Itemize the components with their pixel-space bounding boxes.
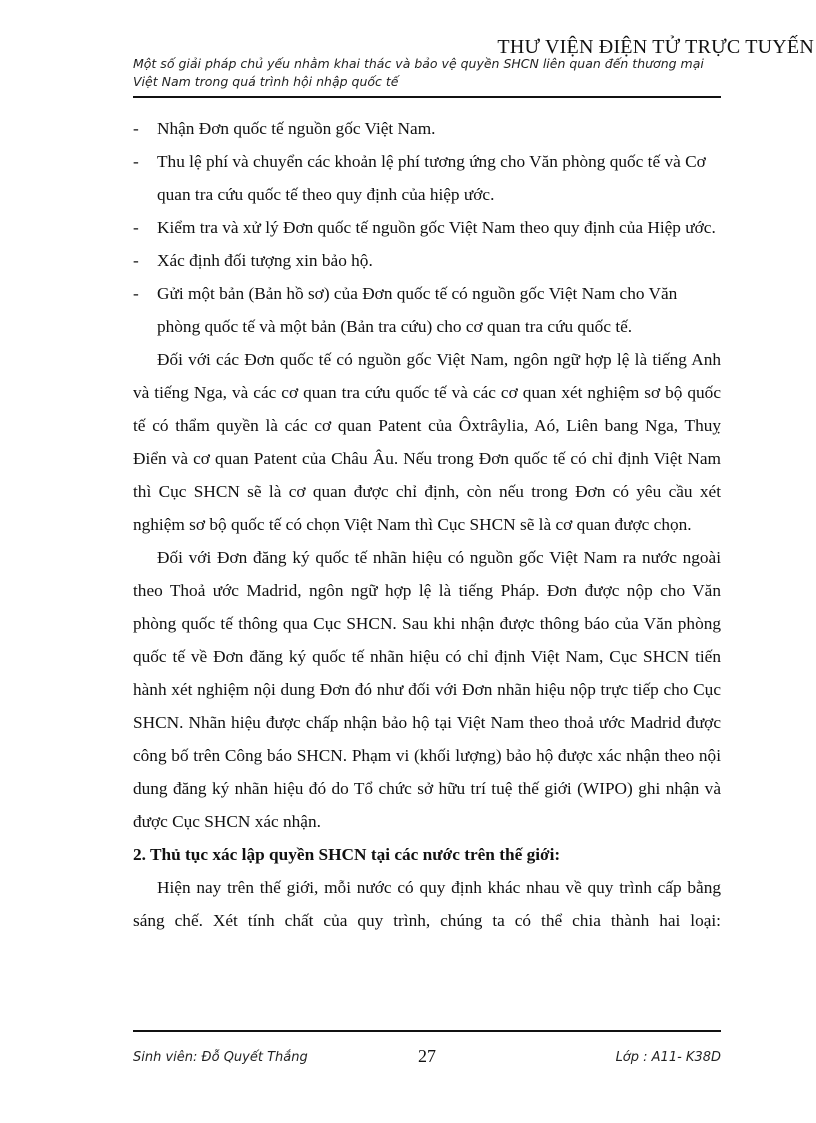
running-header-line-2: Việt Nam trong quá trình hội nhập quốc tế	[133, 74, 399, 89]
bullet-text: Thu lệ phí và chuyển các khoản lệ phí tương ứng cho Văn phòng quốc tế và Cơ quan tra cứu quốc tế theo quy định của hiệp ước.	[157, 152, 706, 204]
library-brand: THƯ VIỆN ĐIỆN TỬ TRỰC TUYẾN	[497, 36, 814, 58]
header-divider	[133, 96, 721, 98]
bullet-item: - Thu lệ phí và chuyển các khoản lệ phí tương ứng cho Văn phòng quốc tế và Cơ quan tra cứu quốc tế theo quy định của hiệp ước.	[133, 152, 706, 204]
footer-divider	[133, 1030, 721, 1032]
student-name: Sinh viên: Đỗ Quyết Thắng	[133, 1050, 308, 1065]
running-header	[133, 55, 733, 91]
paragraph: Đối với các Đơn quốc tế có nguồn gốc Việt Nam, ngôn ngữ hợp lệ là tiếng Anh và tiếng Nga, và các cơ quan tra cứu quốc tế và các cơ quan xét nghiệm sơ bộ quốc tế có thẩm quyền là các cơ quan Patent của Ôxtrâylia, Aó, Liên bang Nga, Thuỵ Điển và cơ quan Patent của Châu Âu. Nếu trong Đơn quốc tế có chỉ định Việt Nam thì Cục SHCN sẽ là cơ quan được chỉ định, còn nếu trong Đơn có yêu cầu xét nghiệm sơ bộ quốc tế có chọn Việt Nam thì Cục SHCN sẽ là cơ quan được chọn.	[133, 350, 721, 534]
document-body	[133, 112, 721, 937]
paragraph: Đối với Đơn đăng ký quốc tế nhãn hiệu có nguồn gốc Việt Nam ra nước ngoài theo Thoả ước Madrid, ngôn ngữ hợp lệ là tiếng Pháp. Đơn được nộp cho Văn phòng quốc tế thông qua Cục SHCN. Sau khi nhận được thông báo của Văn phòng quốc tế về Đơn đăng ký quốc tế nhãn hiệu có chỉ định Việt Nam, Cục SHCN tiến hành xét nghiệm nội dung Đơn đó như đối với Đơn nhãn hiệu nộp trực tiếp cho Cục SHCN. Nhãn hiệu được chấp nhận bảo hộ tại Việt Nam theo thoả ước Madrid được công bố trên Công báo SHCN. Phạm vi (khối lượng) bảo hộ được xác nhận theo nội dung đăng ký nhãn hiệu đó do Tổ chức sở hữu trí tuệ thế giới (WIPO) ghi nhận và được Cục SHCN xác nhận.	[133, 548, 721, 831]
paragraph: Hiện nay trên thế giới, mỗi nước có quy định khác nhau về quy trình cấp bằng sáng chế. Xét tính chất của quy trình, chúng ta có thể chia thành hai loại:	[133, 878, 721, 930]
bullet-text: Kiểm tra và xử lý Đơn quốc tế nguồn gốc Việt Nam theo quy định của Hiệp ước.	[157, 218, 716, 237]
bullet-item: - Gửi một bản (Bản hồ sơ) của Đơn quốc tế có nguồn gốc Việt Nam cho Văn phòng quốc tế và một bản (Bản tra cứu) cho cơ quan tra cứu quốc tế.	[133, 284, 678, 336]
section-heading: 2. Thủ tục xác lập quyền SHCN tại các nước trên thế giới:	[133, 845, 561, 864]
bullet-item: - Kiểm tra và xử lý Đơn quốc tế nguồn gốc Việt Nam theo quy định của Hiệp ước.	[133, 218, 716, 237]
bullet-item: - Nhận Đơn quốc tế nguồn gốc Việt Nam.	[133, 119, 436, 138]
bullet-text: Nhận Đơn quốc tế nguồn gốc Việt Nam.	[157, 119, 436, 138]
running-header-line-1: Một số giải pháp chủ yếu nhằm khai thác và bảo vệ quyền SHCN liên quan đến thương mại	[133, 56, 704, 71]
class-label: Lớp : A11- K38D	[615, 1050, 721, 1065]
bullet-text: Gửi một bản (Bản hồ sơ) của Đơn quốc tế có nguồn gốc Việt Nam cho Văn phòng quốc tế và một bản (Bản tra cứu) cho cơ quan tra cứu quốc tế.	[157, 284, 678, 336]
bullet-text: Xác định đối tượng xin bảo hộ.	[157, 251, 373, 270]
page-number: 27	[418, 1046, 436, 1066]
bullet-item: - Xác định đối tượng xin bảo hộ.	[133, 251, 373, 270]
page-footer	[133, 1046, 721, 1074]
